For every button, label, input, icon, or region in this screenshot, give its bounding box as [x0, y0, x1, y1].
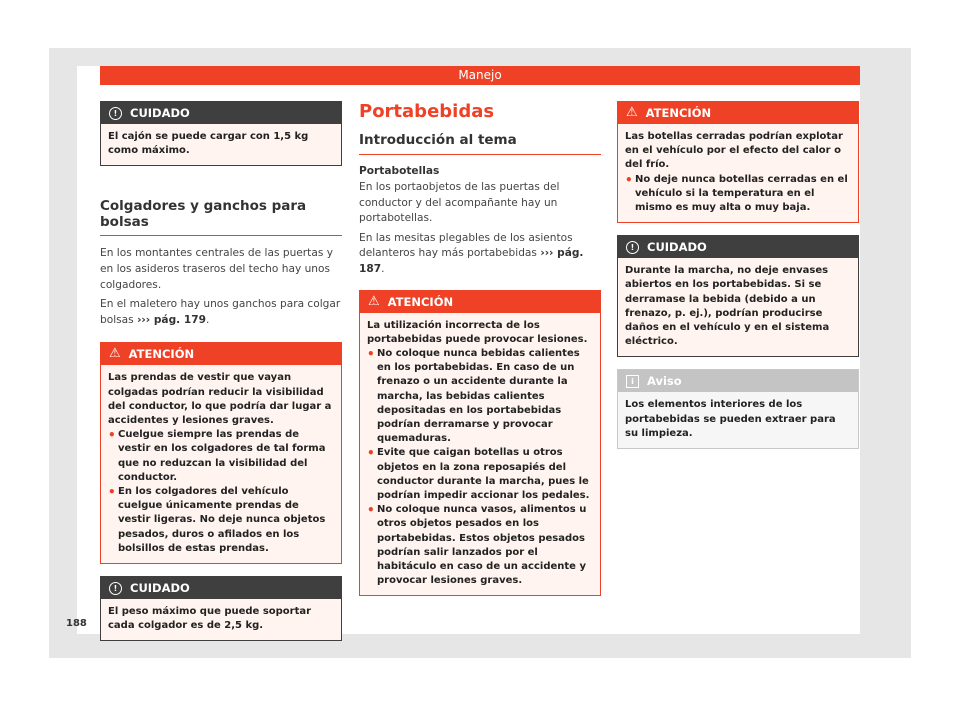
- info-icon: i: [626, 375, 639, 388]
- column-middle: [359, 101, 601, 596]
- caution-text: El peso máximo que puede soportar cada colgador es de 2,5 kg.: [108, 606, 312, 632]
- caution-title: CUIDADO: [130, 106, 190, 120]
- caution-box-open-containers: [617, 235, 859, 357]
- page-number: 188: [66, 618, 87, 629]
- warning-bullet: • En los colgadores del vehículo cuelgue únicamente prendas de vestir ligeras. No deje nunca objetos pesados, duros o afilados en los bolsillos de estas prendas.: [108, 485, 334, 556]
- caution-title: CUIDADO: [647, 240, 707, 255]
- note-title: Aviso: [647, 374, 682, 389]
- warning-box-cupholders: [359, 290, 601, 597]
- warning-intro: La utilización incorrecta de los portabebidas puede provocar lesiones.: [367, 319, 588, 345]
- section-title-hangers: Colgadores y ganchos para bolsas: [100, 198, 342, 236]
- note-box-cleaning: [617, 369, 859, 449]
- column-left: [100, 101, 342, 641]
- warning-triangle-icon: ⚠: [109, 346, 121, 362]
- warning-title: ATENCIÓN: [645, 106, 712, 120]
- page-reference-link[interactable]: ››› pág. 179: [137, 313, 206, 326]
- paragraph-tables: En las mesitas plegables de los asientos delanteros hay más portabebidas ››› pág. 187.: [359, 231, 584, 275]
- chapter-header: Manejo: [100, 66, 860, 85]
- warning-triangle-icon: ⚠: [626, 105, 638, 120]
- chapter-title: Portabebidas: [359, 101, 495, 122]
- warning-bullet: • No deje nunca botellas cerradas en el vehículo si la temperatura en el mismo es muy alta o muy baja.: [625, 173, 851, 216]
- warning-intro: Las prendas de vestir que vayan colgadas podrían reducir la visibilidad del conductor, lo que podría dar lugar a accidentes y lesiones graves.: [108, 372, 332, 426]
- caution-box-drawer: [100, 101, 342, 166]
- page-reference-link[interactable]: ››› pág. 187: [359, 247, 584, 275]
- section-subtitle: Introducción al tema: [359, 132, 601, 155]
- warning-bullet: • No coloque nunca vasos, alimentos u otros objetos pesados en los portabebidas. Estos objetos pesados podrían salir lanzados por el habitáculo en caso de un accidente y provocar lesiones graves.: [367, 503, 593, 588]
- caution-title: CUIDADO: [130, 581, 190, 596]
- warning-title: ATENCIÓN: [128, 347, 195, 362]
- warning-bullet: • Cuelgue siempre las prendas de vestir en los colgadores de tal forma que no reduzcan la visibilidad del conductor.: [108, 428, 334, 485]
- warning-intro: Las botellas cerradas podrían explotar en el vehículo por el efecto del calor o del frío.: [625, 131, 843, 171]
- warning-box-hangers: [100, 342, 342, 564]
- subheading-bottle-holders: Portabotellas: [359, 165, 440, 177]
- caution-box-weight: [100, 576, 342, 641]
- warning-bullet: • Evite que caigan botellas u otros objetos en la zona reposapiés del conductor durante la marcha, pues le podrían impedir accionar los pedales.: [367, 446, 593, 503]
- warning-box-bottles: [617, 101, 859, 223]
- warning-bullet: • No coloque nunca bebidas calientes en los portabebidas. En caso de un frenazo o un accidente durante la marcha, las bebidas calientes depositadas en los portabebidas podrían derramarse y provocar quemaduras.: [367, 347, 593, 446]
- exclamation-circle-icon: !: [626, 241, 639, 254]
- paragraph-hooks: En el maletero hay unos ganchos para colgar bolsas ››› pág. 179.: [100, 298, 341, 326]
- note-text: Los elementos interiores de los portabebidas se pueden extraer para su limpieza.: [625, 399, 836, 439]
- column-right: [617, 101, 859, 449]
- warning-title: ATENCIÓN: [387, 294, 454, 309]
- caution-text: El cajón se puede cargar con 1,5 kg como máximo.: [108, 131, 309, 157]
- paragraph-hangers: En los montantes centrales de las puertas y en los asideros traseros del techo hay unos colgadores.: [100, 247, 333, 291]
- exclamation-circle-icon: !: [109, 107, 122, 120]
- paragraph-door-holders: En los portaobjetos de las puertas del conductor y del acompañante hay un portabotellas.: [359, 181, 560, 225]
- warning-triangle-icon: ⚠: [368, 293, 380, 309]
- caution-text: Durante la marcha, no deje envases abiertos en los portabebidas. Si se derramase la bebida (debido a un frenazo, p. ej.), podrían producirse daños en el vehículo y en el sistema eléctrico.: [625, 265, 830, 348]
- exclamation-circle-icon: !: [109, 582, 122, 595]
